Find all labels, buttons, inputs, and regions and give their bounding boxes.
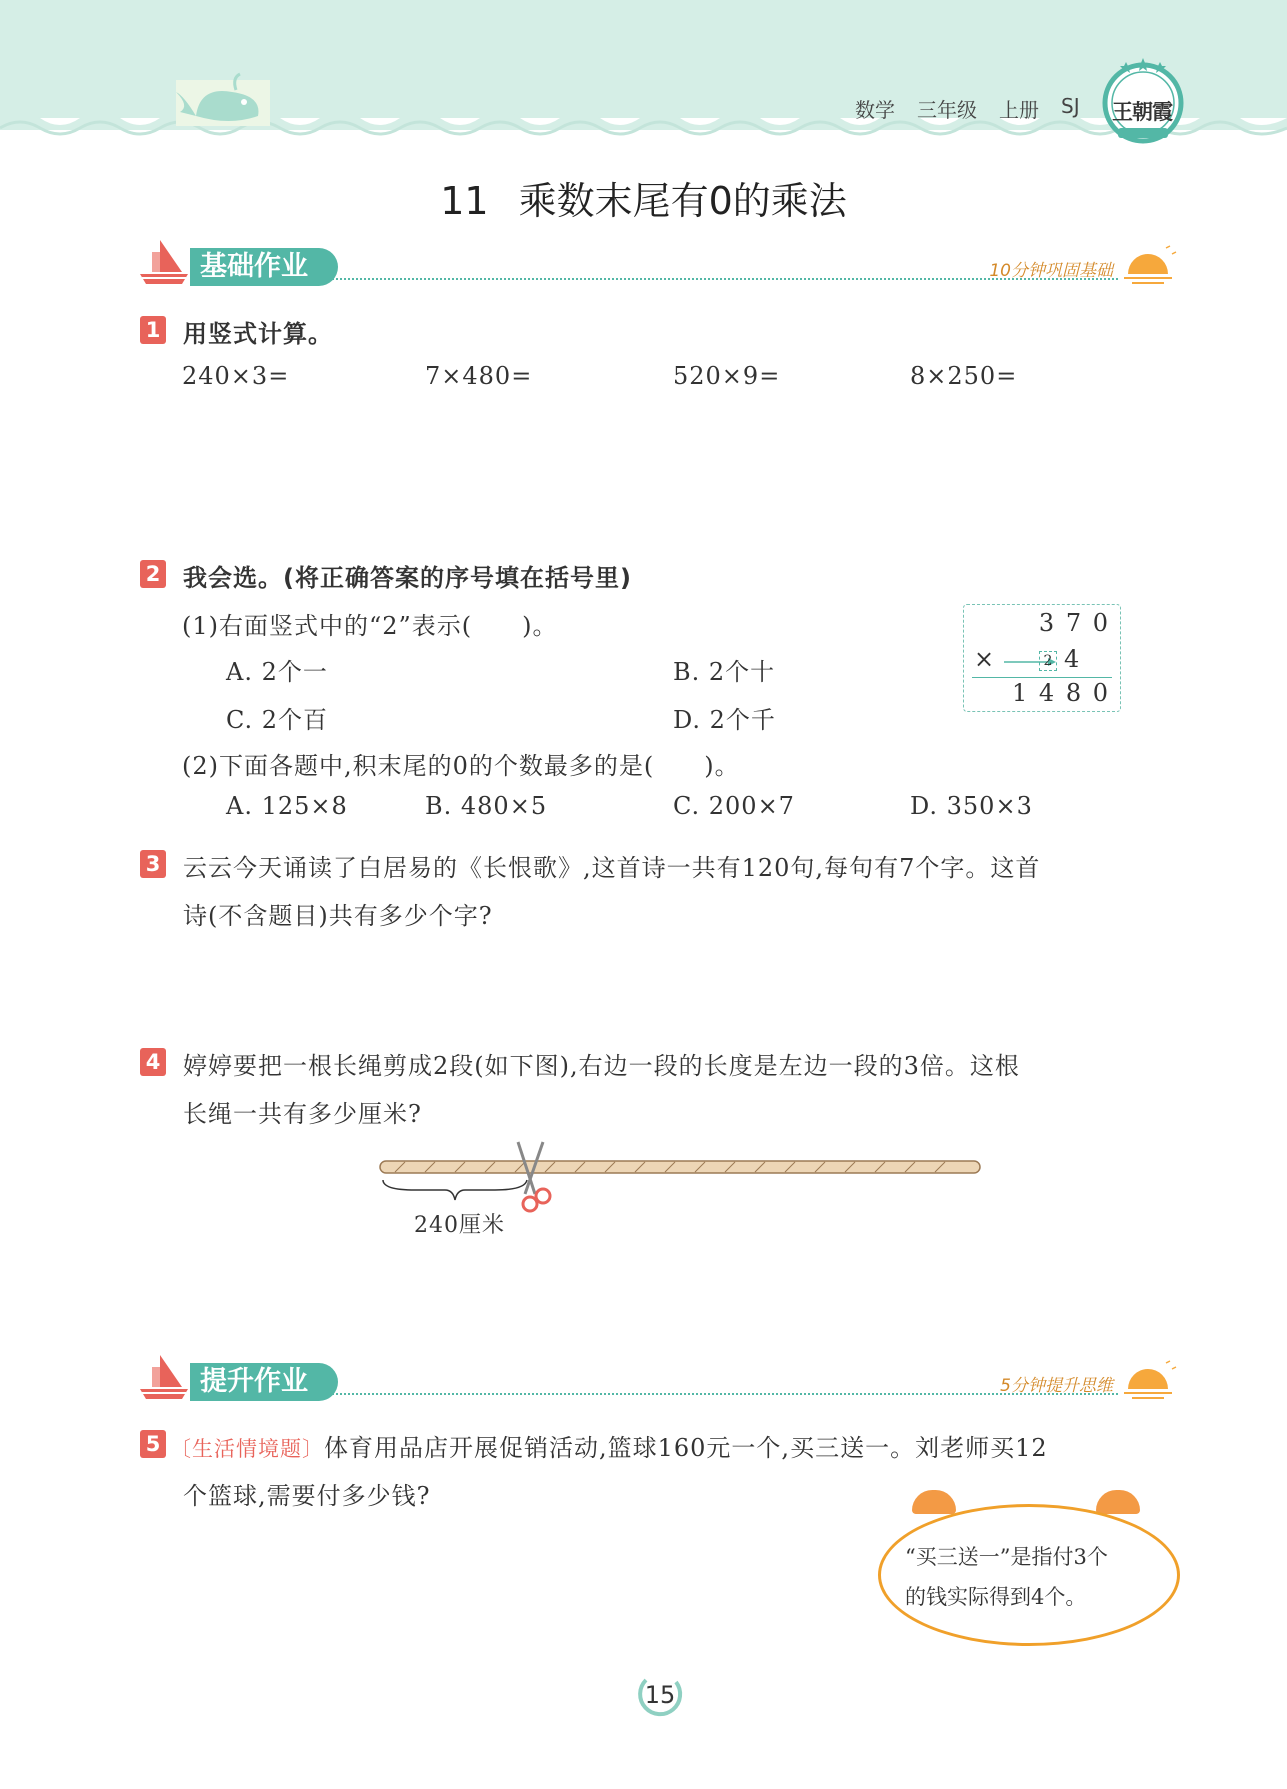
- q2-title: 我会选。(将正确答案的序号填在括号里): [183, 564, 632, 592]
- q2-sub1-stem: (1)右面竖式中的“2”表示( )。: [182, 612, 558, 640]
- section-advanced: [138, 1353, 1178, 1413]
- vcalc-top: 3 7 0: [1038, 609, 1110, 637]
- q5-tag: 〔生活情境题〕: [170, 1437, 324, 1461]
- q5-line1: [170, 1428, 1048, 1463]
- subject: 数学: [855, 98, 895, 122]
- section-basic-hint: 10分钟巩固基础: [989, 261, 1113, 281]
- q5-line1-text: 体育用品店开展促销活动,篮球160元一个,买三送一。刘老师买12: [324, 1434, 1048, 1462]
- header-band: [0, 0, 1287, 155]
- marked-digit: 2: [1039, 651, 1057, 671]
- tip-line: “买三送一”是指付3个: [905, 1545, 1108, 1569]
- whale-icon: [176, 74, 270, 126]
- q2-sub2-stem: (2)下面各题中,积末尾的0的个数最多的是( )。: [182, 752, 740, 780]
- question-number: 4: [140, 1048, 166, 1076]
- section-advanced-label: 提升作业: [190, 1363, 338, 1401]
- book-info: [855, 94, 1080, 123]
- page-number: 15: [644, 1681, 676, 1709]
- sunset-icon: [1118, 240, 1178, 286]
- q2-option: B. 480×5: [425, 792, 548, 820]
- q2-option: D. 2个千: [673, 706, 776, 734]
- q2-option: C. 200×7: [673, 792, 795, 820]
- grade: 三年级: [917, 98, 977, 122]
- vcalc-result: 1 4 8 0: [1012, 679, 1110, 707]
- section-basic-label: 基础作业: [190, 248, 338, 286]
- left-brace: [383, 1180, 527, 1200]
- rope-length-label: 240厘米: [414, 1213, 505, 1238]
- q2-option: A. 2个一: [226, 658, 328, 686]
- q5-line2: 个篮球,需要付多少钱?: [183, 1482, 431, 1510]
- section-advanced-hint: 5分钟提升思维: [1000, 1376, 1113, 1396]
- section-basic: [138, 238, 1178, 298]
- q3-line2: 诗(不含题目)共有多少个字?: [183, 902, 493, 930]
- lesson-number: 11: [440, 179, 489, 223]
- lesson-title: 乘数末尾有0的乘法: [518, 179, 847, 223]
- q3-line1: 云云今天诵读了白居易的《长恨歌》,这首诗一共有120句,每句有7个字。这首: [183, 854, 1041, 882]
- question-number: 3: [140, 850, 166, 878]
- q1-item: 240×3=: [182, 362, 290, 390]
- q1-item: 8×250=: [910, 362, 1018, 390]
- q2-option: B. 2个十: [673, 658, 776, 686]
- vcalc-rule: [972, 677, 1112, 678]
- brand-name: 王朝霞: [1112, 99, 1172, 124]
- volume: 上册: [999, 98, 1039, 122]
- sailboat-icon: [138, 238, 194, 288]
- sailboat-icon: [138, 1353, 194, 1403]
- q1-item: 7×480=: [425, 362, 533, 390]
- q2-option: A. 125×8: [226, 792, 348, 820]
- question-number: 2: [140, 560, 166, 588]
- tip-text: [905, 1537, 1165, 1617]
- question-number: 1: [140, 316, 166, 344]
- vcalc-multiplier: 4: [1064, 645, 1080, 673]
- question-number: 5: [140, 1430, 166, 1458]
- sunset-icon: [1118, 1355, 1178, 1401]
- vertical-multiplication: [963, 604, 1121, 712]
- rope: [380, 1161, 980, 1173]
- q1-item: 520×9=: [673, 362, 781, 390]
- q2-option: D. 350×3: [910, 792, 1033, 820]
- times-sign: ×: [974, 645, 995, 673]
- q4-line2: 长绳一共有多少厘米?: [183, 1100, 422, 1128]
- bubble-ear: [912, 1490, 956, 1514]
- tip-line: 的钱实际得到4个。: [905, 1585, 1087, 1609]
- q2-option: C. 2个百: [226, 706, 329, 734]
- scissors-icon: [518, 1142, 550, 1211]
- edition: SJ: [1061, 94, 1080, 118]
- page-title: [0, 170, 1287, 225]
- q1-title: 用竖式计算。: [183, 320, 333, 348]
- q4-line1: 婷婷要把一根长绳剪成2段(如下图),右边一段的长度是左边一段的3倍。这根: [183, 1052, 1020, 1080]
- bubble-ear: [1096, 1490, 1140, 1514]
